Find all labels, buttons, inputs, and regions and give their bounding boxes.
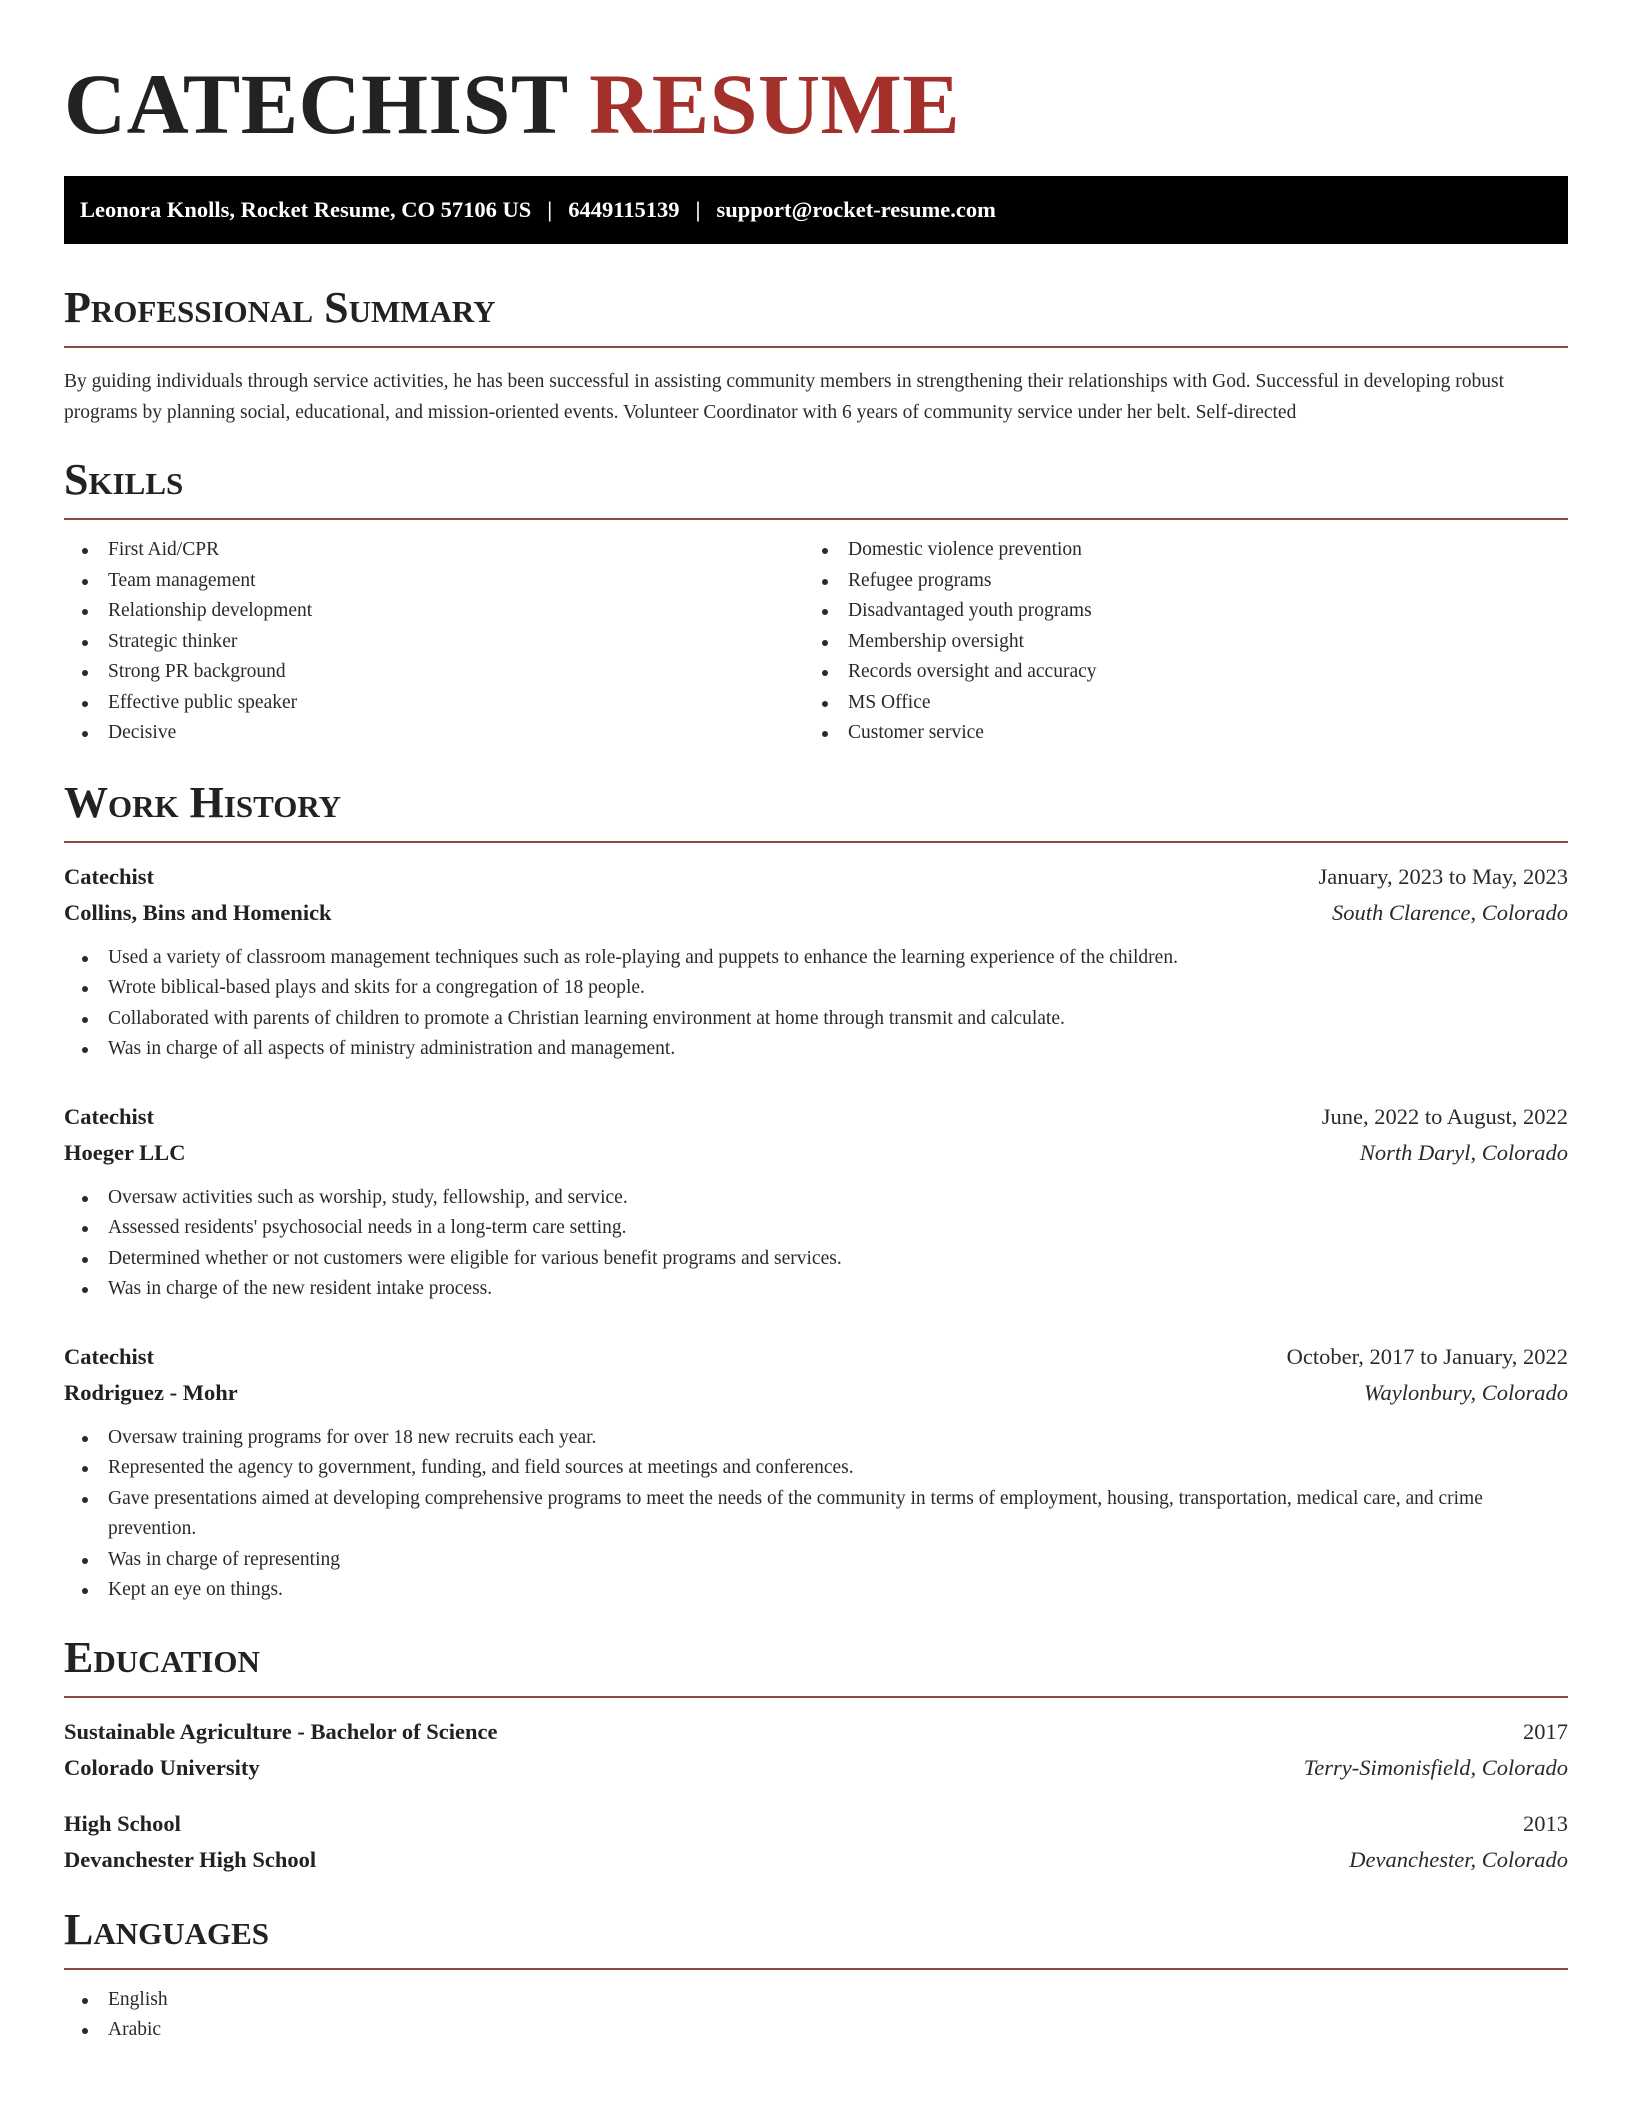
job-location: South Clarence, Colorado bbox=[1331, 899, 1568, 925]
education-year: 2013 bbox=[1523, 1810, 1568, 1836]
job-title: Catechist bbox=[64, 1103, 154, 1129]
summary-text: By guiding individuals through service activities, he has been successful in assisting community members in strengthening their relationships with God. Successful in developing robust programs by planning social, educational, and mission-oriented events. Volunteer Coordinator with 6 years of community service under her belt. Self-directed bbox=[64, 371, 1505, 423]
job-bullets bbox=[64, 943, 1568, 1065]
job-bullet: Collaborated with parents of children to promote a Christian learning environment at home through transmit and calculate. bbox=[64, 1004, 1568, 1035]
job-entry bbox=[64, 1339, 1568, 1606]
job-dates: January, 2023 to May, 2023 bbox=[1318, 863, 1568, 889]
job-bullet: Oversaw training programs for over 18 new recruits each year. bbox=[64, 1423, 1568, 1454]
job-bullet: Used a variety of classroom management techniques such as role-playing and puppets to enhance the learning experience of the children. bbox=[64, 943, 1568, 974]
education-school: Devanchester High School bbox=[64, 1846, 317, 1872]
skill-item: Disadvantaged youth programs bbox=[804, 596, 1544, 627]
job-title: Catechist bbox=[64, 1343, 154, 1369]
contact-separator: | bbox=[547, 197, 553, 222]
education-degree: Sustainable Agriculture - Bachelor of Science bbox=[64, 1718, 498, 1744]
language-item: English bbox=[64, 1985, 1568, 2016]
job-entry bbox=[64, 859, 1568, 1065]
skill-item: Domestic violence prevention bbox=[804, 535, 1544, 566]
languages-list bbox=[64, 1985, 1568, 2046]
job-bullets bbox=[64, 1183, 1568, 1305]
job-bullet: Was in charge of the new resident intake process. bbox=[64, 1274, 1568, 1305]
title-word-1: CATECHIST bbox=[64, 56, 568, 152]
section-heading-work-history: Work History bbox=[64, 777, 1568, 843]
job-bullet: Represented the agency to government, funding, and field sources at meetings and conferences. bbox=[64, 1453, 1568, 1484]
skill-item: Decisive bbox=[64, 718, 804, 749]
contact-bar bbox=[64, 176, 1568, 244]
skill-item: MS Office bbox=[804, 688, 1544, 719]
language-item: Arabic bbox=[64, 2015, 1568, 2046]
education-location: Terry-Simonisfield, Colorado bbox=[1303, 1754, 1568, 1780]
job-location: North Daryl, Colorado bbox=[1359, 1139, 1568, 1165]
education-school-row bbox=[64, 1842, 1568, 1878]
job-company: Hoeger LLC bbox=[64, 1139, 186, 1165]
job-bullet: Wrote biblical-based plays and skits for a congregation of 18 people. bbox=[64, 973, 1568, 1004]
job-bullet: Gave presentations aimed at developing comprehensive programs to meet the needs of the community in terms of employment, housing, transportation, medical care, and crime prevention. bbox=[64, 1484, 1568, 1545]
education-school: Colorado University bbox=[64, 1754, 260, 1780]
skill-item: Strategic thinker bbox=[64, 627, 804, 658]
job-bullet: Assessed residents' psychosocial needs in a long-term care setting. bbox=[64, 1213, 1568, 1244]
section-heading-summary: Professional Summary bbox=[64, 282, 1568, 348]
job-company: Rodriguez - Mohr bbox=[64, 1379, 238, 1405]
education-school-row bbox=[64, 1750, 1568, 1786]
job-bullet: Oversaw activities such as worship, study, fellowship, and service. bbox=[64, 1183, 1568, 1214]
education-entry bbox=[64, 1714, 1568, 1786]
job-bullets bbox=[64, 1423, 1568, 1606]
job-company-row bbox=[64, 1375, 1568, 1411]
job-dates: June, 2022 to August, 2022 bbox=[1321, 1103, 1568, 1129]
section-heading-education: Education bbox=[64, 1632, 1568, 1698]
education-degree-row bbox=[64, 1714, 1568, 1750]
title-word-2: RESUME bbox=[589, 56, 961, 152]
resume-title bbox=[64, 0, 1568, 158]
job-company: Collins, Bins and Homenick bbox=[64, 899, 332, 925]
skill-item: Strong PR background bbox=[64, 657, 804, 688]
education-year: 2017 bbox=[1523, 1718, 1568, 1744]
contact-address: Leonora Knolls, Rocket Resume, CO 57106 US bbox=[80, 197, 532, 222]
skill-item: Customer service bbox=[804, 718, 1544, 749]
section-heading-languages: Languages bbox=[64, 1904, 1568, 1970]
job-entry bbox=[64, 1099, 1568, 1305]
skill-item: Membership oversight bbox=[804, 627, 1544, 658]
contact-email: support@rocket-resume.com bbox=[716, 197, 996, 222]
education-degree: High School bbox=[64, 1810, 181, 1836]
education-degree-row bbox=[64, 1806, 1568, 1842]
skills-list bbox=[64, 535, 1568, 749]
skills-column-left bbox=[64, 535, 804, 749]
job-header-row bbox=[64, 1099, 1568, 1135]
contact-phone: 6449115139 bbox=[568, 197, 680, 222]
section-heading-skills: Skills bbox=[64, 454, 1568, 520]
contact-separator: | bbox=[695, 197, 701, 222]
job-bullet: Determined whether or not customers were eligible for various benefit programs and services. bbox=[64, 1244, 1568, 1275]
skill-item: Effective public speaker bbox=[64, 688, 804, 719]
skills-column-right bbox=[804, 535, 1544, 749]
education-entry bbox=[64, 1806, 1568, 1878]
skill-item: Team management bbox=[64, 566, 804, 597]
skill-item: Records oversight and accuracy bbox=[804, 657, 1544, 688]
job-company-row bbox=[64, 1135, 1568, 1171]
job-title: Catechist bbox=[64, 863, 154, 889]
job-company-row bbox=[64, 895, 1568, 931]
skill-item: First Aid/CPR bbox=[64, 535, 804, 566]
education-location: Devanchester, Colorado bbox=[1349, 1846, 1568, 1872]
skill-item: Relationship development bbox=[64, 596, 804, 627]
job-bullet: Was in charge of all aspects of ministry administration and management. bbox=[64, 1034, 1568, 1065]
job-header-row bbox=[64, 859, 1568, 895]
job-bullet: Was in charge of representing bbox=[64, 1545, 1568, 1576]
job-dates: October, 2017 to January, 2022 bbox=[1286, 1343, 1568, 1369]
job-bullet: Kept an eye on things. bbox=[64, 1575, 1568, 1606]
job-location: Waylonbury, Colorado bbox=[1363, 1379, 1568, 1405]
job-header-row bbox=[64, 1339, 1568, 1375]
skill-item: Refugee programs bbox=[804, 566, 1544, 597]
